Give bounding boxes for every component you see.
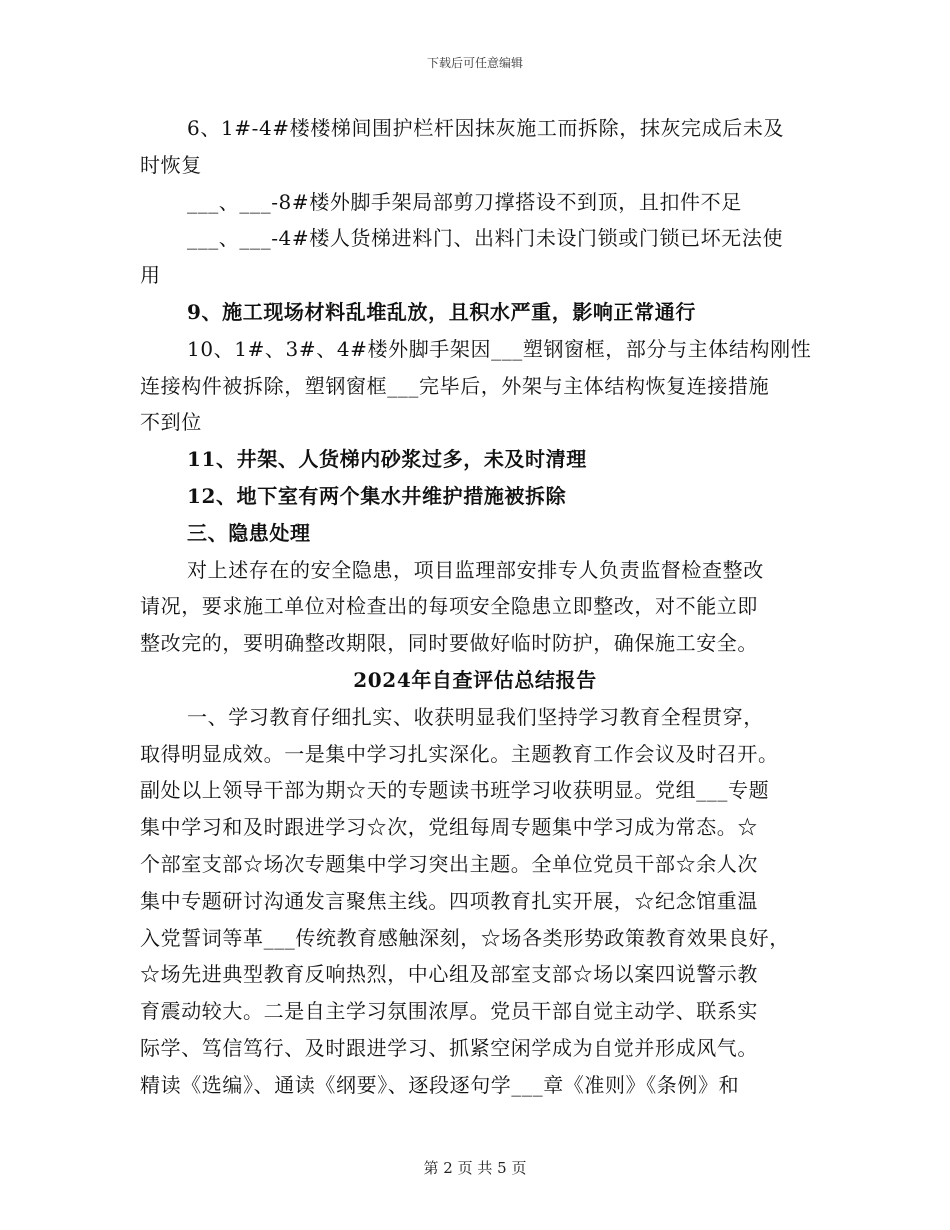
text-line: 育震动较大。二是自主学习氛围浓厚。党员干部自觉主动学、联系实 <box>140 999 758 1024</box>
page-header: 下载后可任意编辑 <box>426 56 523 70</box>
section-title: 2024年自查评估总结报告 <box>353 667 597 692</box>
text-line: 10、1#、3#、4#楼外脚手架因___塑钢窗框，部分与主体结构刚性 <box>187 336 812 361</box>
text-line: 际学、笃信笃行、及时跟进学习、抓紧空闲学成为自觉并形成风气。 <box>140 1035 758 1060</box>
text-line: 入党誓词等革___传统教育感触深刻，☆场各类形势政策教育效果良好， <box>140 925 790 950</box>
text-line: 9、施工现场材料乱堆乱放，且积水严重，影响正常通行 <box>187 299 696 324</box>
text-line: 一、学习教育仔细扎实、收获明显我们坚持学习教育全程贯穿， <box>187 704 764 729</box>
text-line: 时恢复 <box>140 152 202 177</box>
text-line: 精读《选编》、通读《纲要》、逐段逐句学___章《准则》《条例》和 <box>140 1072 740 1097</box>
text-line: 用 <box>140 263 161 288</box>
text-line: 连接构件被拆除，塑钢窗框___完毕后，外架与主体结构恢复连接措施 <box>140 373 770 398</box>
text-line: 11、井架、人货梯内砂浆过多，未及时清理 <box>187 447 587 472</box>
text-line: 12、地下室有两个集水井维护措施被拆除 <box>187 483 567 508</box>
text-line: 副处以上领导干部为期☆天的专题读书班学习收获明显。党组___专题 <box>140 778 770 803</box>
text-line: ___、___-8#楼外脚手架局部剪刀撑搭设不到顶，且扣件不足 <box>187 189 742 214</box>
document-body <box>140 110 810 1104</box>
text-line: ☆场先进典型教育反响热烈，中心组及部室支部☆场以案四说警示教 <box>140 962 758 987</box>
text-line: 个部室支部☆场次专题集中学习突出主题。全单位党员干部☆余人次 <box>140 851 758 876</box>
text-line: 请况，要求施工单位对检查出的每项安全隐患立即整改，对不能立即 <box>140 594 758 619</box>
text-line: 集中专题研讨沟通发言聚焦主线。四项教育扎实开展，☆纪念馆重温 <box>140 888 758 913</box>
page-footer: 第 2 页 共 5 页 <box>423 1159 527 1177</box>
text-line: 6、1#-4#楼楼梯间围护栏杆因抹灰施工而拆除，抹灰完成后未及 <box>187 116 785 140</box>
text-line: 取得明显成效。一是集中学习扎实深化。主题教育工作会议及时召开。 <box>140 741 779 766</box>
text-line: 对上述存在的安全隐患，项目监理部安排专人负责监督检查整改 <box>187 557 764 582</box>
text-line: ___、___-4#楼人货梯进料门、出料门未设门锁或门锁已坏无法使 <box>187 226 784 251</box>
text-line: 整改完的，要明确整改期限，同时要做好临时防护，确保施工安全。 <box>140 631 758 656</box>
text-line: 三、隐患处理 <box>187 520 311 545</box>
text-line: 不到位 <box>140 410 202 435</box>
text-line: 集中学习和及时跟进学习☆次，党组每周专题集中学习成为常态。☆ <box>140 815 758 840</box>
